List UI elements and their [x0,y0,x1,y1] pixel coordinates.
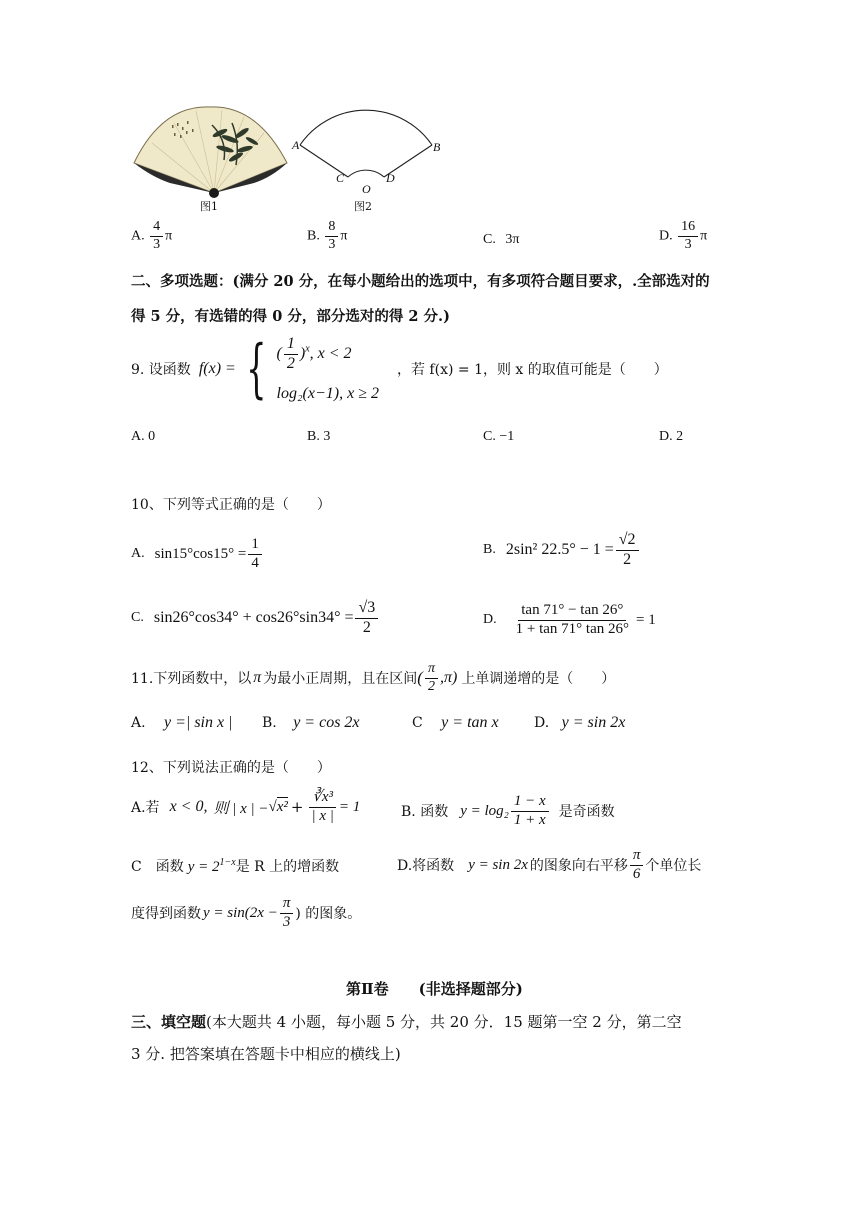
q12-option-d: D.将函数 y = sin 2x 的图象向右平移 $\frac{\pi}{6}$ 个单位长 [397,847,702,882]
point-label-o: O [362,182,371,196]
point-label-a: A [292,138,300,152]
q10-option-c: C. sin26°cos34° + cos26°sin34° = $\frac{√3}{2}$ [131,600,380,637]
option-label: B. [307,228,320,244]
fraction: $\frac{16}{3}$ [678,220,698,252]
q8-option-d: D. $\frac{16}{3}$ π [659,219,708,252]
sqrt-expr: √x² [268,798,288,815]
q9-option-b: B. 3 [307,429,331,444]
section-2-heading-line-2: 得 5 分，有选错的得 0 分，部分选对的得 2 分.) [131,308,450,325]
q10-option-a: A. sin15°cos15° = $\frac{1}{4}$ [131,537,264,572]
piecewise-brace: { ( $\frac{1}{2}$ )$^x$, x < 2 log₂(x−1), x ≥ 2 [245,331,379,406]
q12-option-a: A.若 x < 0, 则 | x | − √x² + $\frac{\text{∛x³}}{| x |}$ = 1 [131,789,361,824]
piecewise-cases [277,336,379,403]
fan-illustration [132,105,292,205]
q11-option-c: C y = tan x [412,714,499,731]
folding-fan-figure [132,105,292,215]
q12-option-d-continuation: 度得到函数 y = sin(2x − $\frac{\pi}{3}$ ) 的图象。 [131,895,362,930]
q12-stem: 12、下列说法正确的是（ ） [131,760,331,776]
q11-option-a: A. y =| sin x | [131,714,233,731]
q11-stem: 11.下列函数中，以 π 为最小正周期，且在区间 ( $\frac{\pi}{2}$ ,π) 上单调递增的是（ ） [131,661,616,694]
fraction: $\frac{4}{3}$ [150,220,163,252]
figure-2-caption: 图2 [354,200,372,213]
q8-option-b: B. $\frac{8}{3}$ π [307,219,348,252]
section-2-heading-line-1: 二、多项选题：(满分 20 分，在每小题给出的选项中，有多项符合题目要求，.全部选对的 [131,273,710,290]
q9-stem: 9. 设函数 f(x) = { ( $\frac{1}{2}$ )$^x$, x < 2 log₂(x−1), x ≥ 2 ，若 f(x) = 1，则 x 的取值可能是（ ） [131,331,668,406]
q10-option-b: B. 2sin² 22.5° − 1 = $\frac{√2}{2}$ [483,532,641,569]
q12-option-b: B. 函数 y = log₂ $\frac{1 - x}{1 + x}$ 是奇函数 [401,793,615,828]
section-3-heading-line-1: 三、填空题(本大题共 4 小题，每小题 5 分，共 20 分．15 题第一空 2 分，第二空 [131,1013,682,1031]
q8-option-a: A. $\frac{4}{3}$ π [131,219,173,252]
q9-option-d: D. 2 [659,429,684,444]
fraction: $\frac{8}{3}$ [325,220,338,252]
q9-option-c: C. −1 [483,429,515,444]
q11-option-d: D. y = sin 2x [534,714,626,731]
sector-diagram [290,100,450,215]
q10-stem: 10、下列等式正确的是（ ） [131,497,331,513]
q8-option-c: C. 3π [483,232,520,247]
q10-option-d: D. $\frac{\tan 71^\circ - \tan 26^\circ}{1 + \tan 71^\circ \tan 26^\circ}$ = 1 [483,602,656,637]
section-3-heading-line-2: 3 分. 把答案填在答题卡中相应的横线上) [131,1045,401,1063]
case-1: ( $\frac{1}{2}$ )$^x$, x < 2 [276,335,352,372]
q9-option-a: A. 0 [131,429,156,444]
option-label: C. [483,232,496,247]
point-label-b: B [433,140,441,154]
point-label-d: D [386,171,395,185]
option-label: A. [131,228,145,244]
q11-option-b: B. y = cos 2x [262,714,360,731]
case-2: log₂(x−1), x ≥ 2 [276,384,379,402]
part-2-title: 第Ⅱ卷 (非选择题部分) [346,980,523,998]
point-label-c: C [336,171,345,185]
option-label: D. [659,228,673,244]
figure-1-caption: 图1 [200,200,218,213]
q12-option-c: C 函数 $y = 2^{1-x}$ 是 R 上的增函数 [131,856,340,875]
